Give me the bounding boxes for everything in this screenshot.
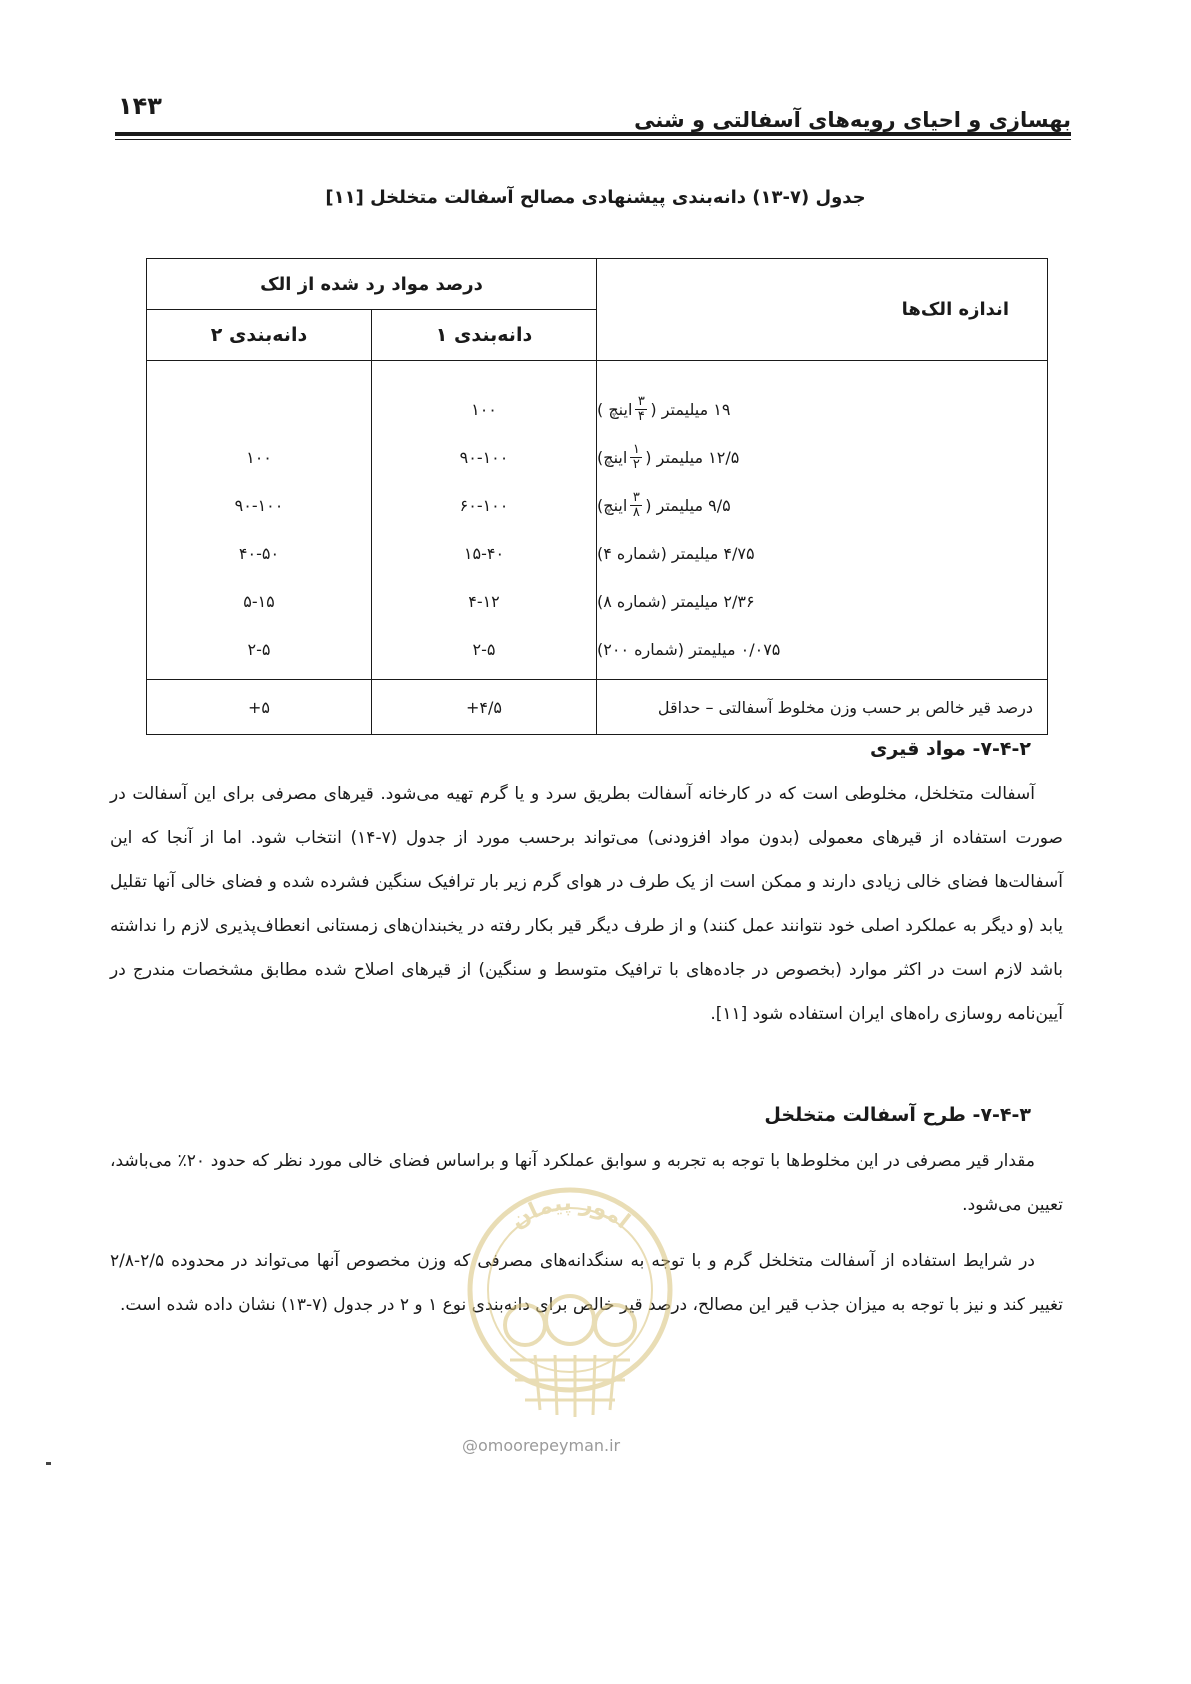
- sieve-row: [597, 385, 1047, 433]
- grading-2-value: ۵-۱۵: [243, 591, 275, 611]
- sieve-size-column: [597, 361, 1048, 680]
- paragraph-design-1: مقدار قیر مصرفی در این مخلوط‌ها با توجه به تجربه و سوابق عملکرد آنها و براساس فضای خالی مورد نظر که حدود ۲۰٪ می‌باشد، تعیین می‌شود.: [110, 1151, 1063, 1215]
- gear-icon: [546, 1296, 594, 1344]
- grading-1-value: ۱۵-۴۰: [463, 543, 505, 563]
- sieve-row: [597, 481, 1047, 529]
- sieve-label: ۱۲/۵ میلیمتر (: [645, 447, 740, 467]
- grading-1-column: [372, 361, 597, 680]
- grading-2-value: ۱۰۰: [246, 447, 272, 467]
- header-sieve-size: اندازه الک‌ها: [597, 259, 1048, 361]
- sieve-label: ۴/۷۵ میلیمتر (شماره ۴): [597, 543, 755, 563]
- sieve-label: ۰/۰۷۵ میلیمتر (شماره ۲۰۰): [597, 639, 781, 659]
- grading-2-value: [147, 385, 371, 433]
- grading-2-value: ۴۰-۵۰: [238, 543, 280, 563]
- sieve-row: [597, 529, 1047, 577]
- grading-2-column: [147, 361, 372, 680]
- grading-1-value: ۴-۱۲: [468, 591, 500, 611]
- sieve-unit: اینچ): [597, 447, 628, 467]
- gear-icon: [505, 1305, 545, 1345]
- grading-2-value: ۲-۵: [247, 639, 271, 659]
- inch-fraction: $\frac{۱}{۲}$: [630, 443, 642, 472]
- sieve-label: ۲/۳۶ میلیمتر (شماره ۸): [597, 591, 755, 611]
- grading-1-value: ۶۰-۱۰۰: [459, 495, 509, 515]
- header-rule-thick: [115, 132, 1071, 136]
- sieve-row: [597, 625, 1047, 673]
- sieve-label: ۱۹ میلیمتر (: [650, 399, 731, 419]
- paragraph-bitumen-materials: آسفالت متخلخل، مخلوطی است که در کارخانه آسفالت بطریق سرد و یا گرم تهیه می‌شود. قیرهای مصرفی برای این آسفالت در صورت استفاده از قیرهای معمولی (بدون مواد افزودنی) می‌تواند برحسب مورد از جدول (۷-۱۴) انتخاب شود. اما از آنجا که این آسفالت‌ها فضای خالی زیادی دارند و ممکن است از یک طرف در هوای گرم زیر بار ترافیک سنگین فشرده شده و فضای خالی آنها تقلیل یابد (و دیگر به عملکرد اصلی خود نتوانند عمل کنند) و از طرف دیگر قیر بکار رفته در یخبندان‌های زمستانی انعطاف‌پذیری لازم را نداشته باشد لازم است در اکثر موارد (بخصوص در جاده‌های با ترافیک متوسط و سنگین) از قیرهای اصلاح شده مطابق مشخصات مندرج در آیین‌نامه روسازی راه‌های ایران استفاده شود [۱۱].: [110, 784, 1063, 1024]
- running-title: بهسازی و احیای رویه‌های آسفالتی و شنی: [634, 108, 1071, 132]
- watermark-seal: [455, 1175, 685, 1430]
- paragraph-design-2: در شرایط استفاده از آسفالت متخلخل گرم و با توجه به سنگدانه‌های مصرفی که وزن مخصوص آنها می‌تواند در محدوده ۲/۵-۲/۸ تغییر کند و نیز با توجه به میزان جذب قیر این مصالح، درصد قیر خالص برای دانه‌بندی نوع ۱ و ۲ در جدول (۷-۱۳) نشان داده شده است.: [110, 1251, 1063, 1315]
- seal-text: امور پیمان: [506, 1190, 635, 1235]
- scan-mark: [46, 1462, 51, 1465]
- sieve-unit: اینچ ): [597, 399, 633, 419]
- inch-fraction: $\frac{۳}{۴}$: [635, 395, 647, 424]
- sieve-label: ۹/۵ میلیمتر (: [645, 495, 731, 515]
- bitumen-grading-2: +۵: [147, 680, 372, 735]
- section-heading-porous-asphalt-design: ۷-۴-۳- طرح آسفالت متخلخل: [764, 1104, 1031, 1126]
- bitumen-grading-1: +۴/۵: [372, 680, 597, 735]
- header-grading-2: دانه‌بندی ۲: [147, 310, 372, 361]
- grading-1-value: ۹۰-۱۰۰: [459, 447, 509, 467]
- sieve-row: [597, 433, 1047, 481]
- grading-1-value: ۱۰۰: [471, 399, 497, 419]
- header-grading-1: دانه‌بندی ۱: [372, 310, 597, 361]
- header-rule-thin: [115, 139, 1071, 140]
- inch-fraction: $\frac{۳}{۸}$: [630, 491, 642, 520]
- gear-icon: [595, 1305, 635, 1345]
- header-percent-passing: درصد مواد رد شده از الک: [147, 259, 597, 310]
- grading-1-value: ۲-۵: [472, 639, 496, 659]
- page-number: ۱۴۳: [118, 92, 162, 120]
- grid-icon: [510, 1355, 630, 1417]
- bitumen-content-label: درصد قیر خالص بر حسب وزن مخلوط آسفالتی – حداقل: [597, 680, 1048, 735]
- sieve-row: [597, 577, 1047, 625]
- sieve-unit: اینچ): [597, 495, 628, 515]
- table-caption: جدول (۷-۱۳) دانه‌بندی پیشنهادی مصالح آسفالت متخلخل [۱۱]: [325, 187, 866, 208]
- watermark-url: @omoorepeyman.ir: [462, 1436, 621, 1455]
- section-heading-bitumen-materials: ۷-۴-۲- مواد قیری: [869, 738, 1031, 760]
- grading-2-value: ۹۰-۱۰۰: [234, 495, 284, 515]
- grading-table: [146, 258, 1048, 735]
